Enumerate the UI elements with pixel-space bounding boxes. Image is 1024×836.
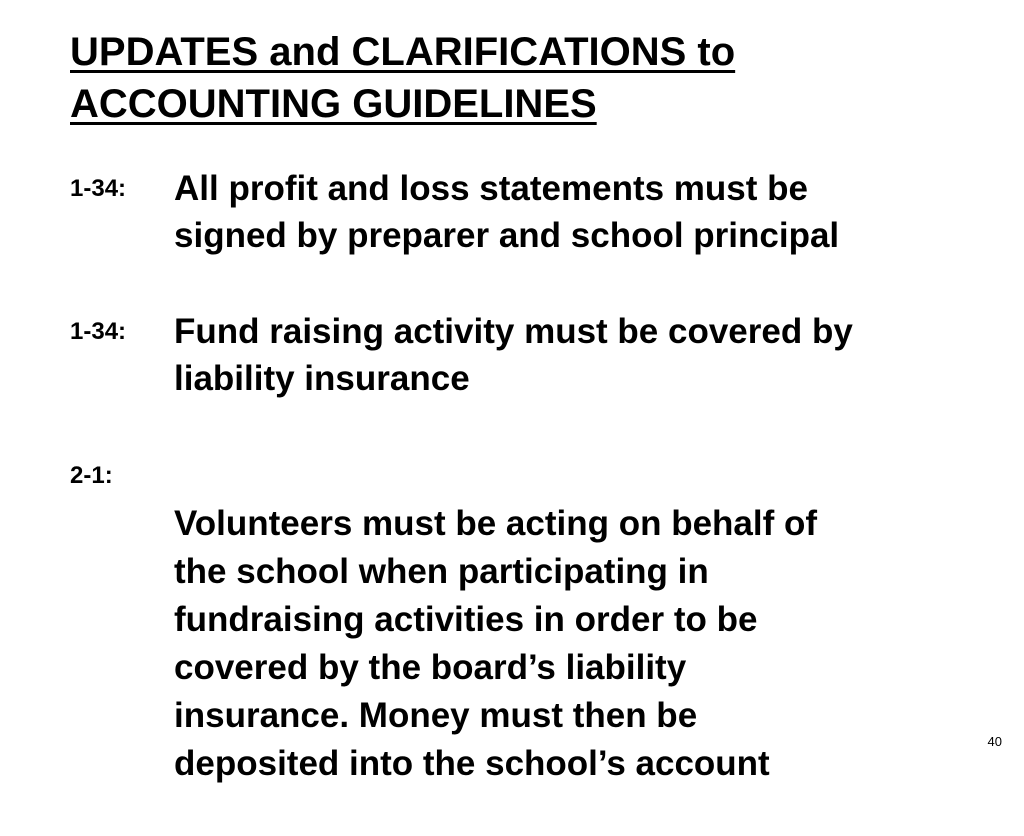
guideline-code: 2-1: [70,462,113,489]
guideline-code: 1-34: [70,318,127,345]
slide-title-line-1: UPDATES and CLARIFICATIONS to [70,30,736,74]
slide-title-line-2: ACCOUNTING GUIDELINES [70,82,597,126]
guideline-code: 1-34: [70,175,127,202]
page-number: 40 [987,734,1002,749]
guideline-text-first-line: Volunteers must be acting on behalf of [174,504,818,543]
slide-title [70,26,735,130]
guideline-text [174,452,1000,836]
guideline-text-continuation: the school when participating in fundraising activities in order to be covered by the board’s liability insurance. Money must then be deposited into the school’s account [174,552,770,783]
guideline-text: All profit and loss statements must be signed by preparer and school principal [174,169,840,255]
guideline-item [70,165,1000,259]
guideline-item [70,308,1000,402]
guideline-text: Fund raising activity must be covered by liability insurance [174,312,853,398]
guideline-item [70,452,1000,836]
